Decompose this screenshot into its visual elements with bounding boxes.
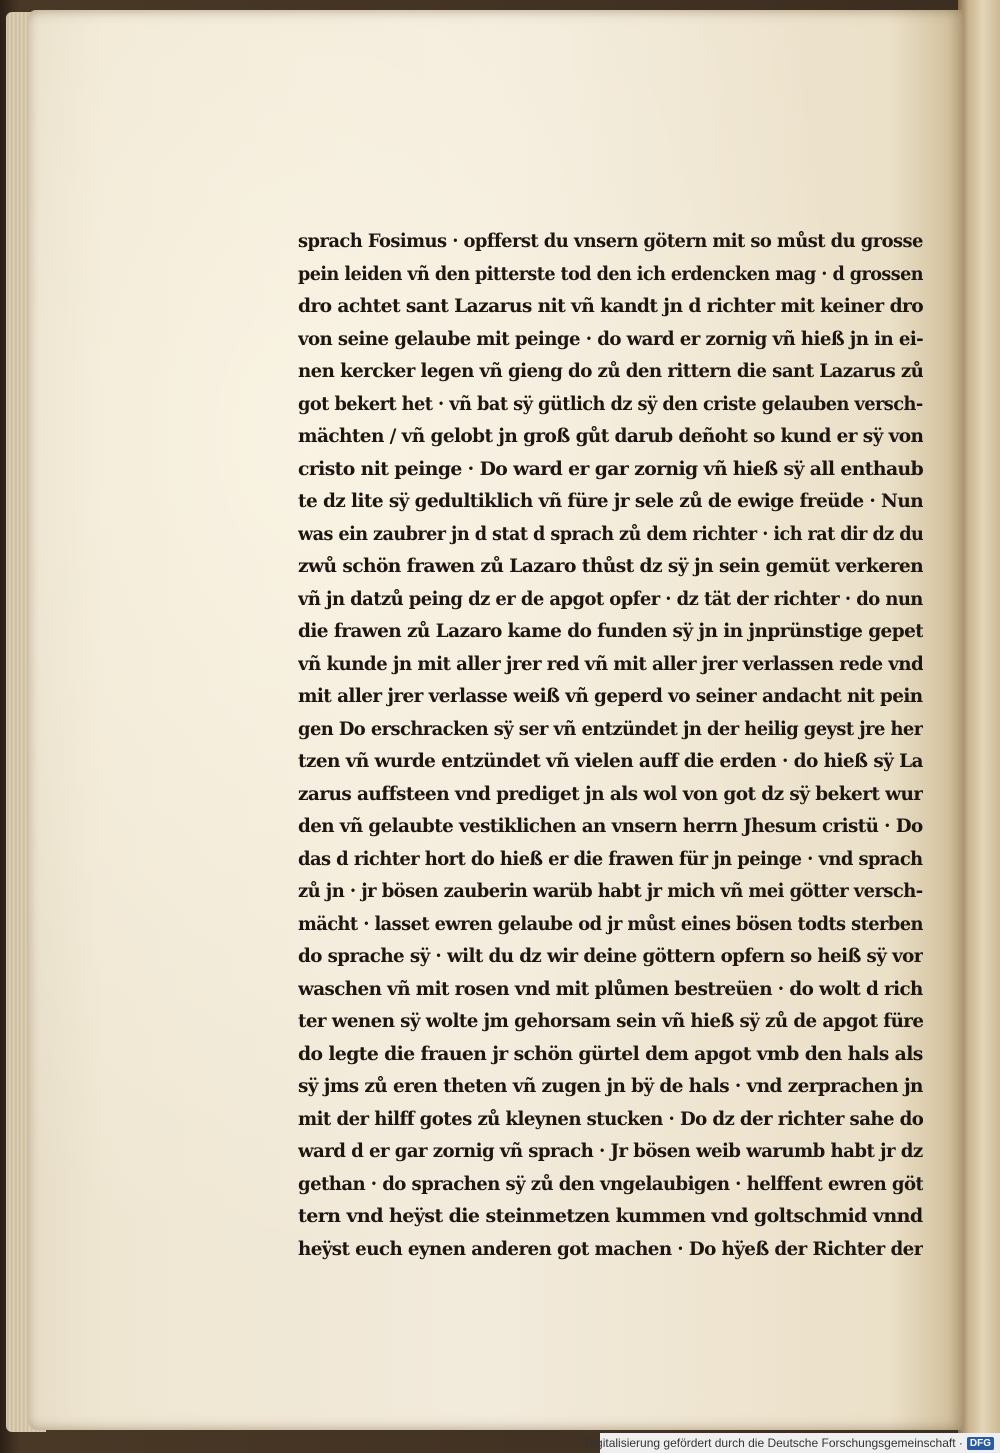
text-line: te dz lite sÿ gedultiklich vñ füre jr sele zů de ewige freüde · Nun: [298, 490, 923, 512]
text-line: ward d er gar zornig vñ sprach · Jr bösen weib warumb habt jr dz: [298, 1140, 923, 1162]
digitization-footer: [584, 1433, 1000, 1453]
text-line: mächten / vñ gelobt jn groß gůt darub deñoht so kund er sÿ von: [298, 425, 923, 447]
text-line: vñ kunde jn mit aller jrer red vñ mit aller jrer verlassen rede vnd: [298, 652, 923, 675]
text-line: mit aller jrer verlasse weiß vñ geperd vo seiner andacht nit pein: [298, 685, 923, 707]
text-line: sprach Fosimus · opfferst du vnsern götern mit so můst du grosse: [298, 230, 923, 252]
text-line: die frawen zů Lazaro kame do funden sÿ jn in jnprünstige gepet: [298, 620, 923, 642]
text-line: waschen vñ mit rosen vnd mit plůmen bestreüen · do wolt d rich: [298, 977, 923, 1000]
text-line: tzen vñ wurde entzündet vñ vielen auff die erden · do hieß sÿ La: [298, 750, 923, 772]
facing-page-edge: [958, 0, 1000, 1453]
text-line: cristo nit peinge · Do ward er gar zornig vñ hieß sÿ all enthaub: [298, 457, 923, 480]
book-page: [28, 10, 964, 1430]
text-line: von seine gelaube mit peinge · do ward er zornig vñ hieß jn in ei-: [298, 327, 923, 350]
text-line: got bekert het · vñ bat sÿ gütlich dz sÿ den criste gelauben versch-: [298, 392, 923, 415]
text-line: zů jn · jr bösen zauberin warüb habt jr mich vñ mei götter versch-: [298, 880, 923, 902]
text-line: gen Do erschracken sÿ ser vñ entzündet jn der heilig geyst jre her: [298, 717, 923, 740]
incunable-text-block: [298, 225, 923, 1265]
text-line: mächt · lasset ewren gelaube od jr můst eines bösen todts sterben: [298, 912, 923, 935]
text-line: das d richter hort do hieß er die frawen für jn peinge · vnd sprach: [298, 847, 923, 870]
text-line: do legte die frauen jr schön gürtel dem apgot vmb den hals als: [298, 1042, 923, 1065]
footer-text: Digitalisierung gefördert durch die Deutsche Forschungsgemeinschaft ·: [584, 1436, 963, 1450]
text-line: pein leiden vñ den pitterste tod den ich erdencken mag · d grossen: [298, 262, 923, 285]
text-line: mit der hilff gotes zů kleynen stucken · Do dz der richter sahe do: [298, 1107, 923, 1130]
text-line: vñ jn datzů peing dz er de apgot opfer · dz tät der richter · do nun: [298, 587, 923, 610]
text-line: ter wenen sÿ wolte jm gehorsam sein vñ hieß sÿ zů de apgot füre: [298, 1010, 923, 1032]
dfg-logo: DFG: [967, 1437, 994, 1450]
text-line: nen kercker legen vñ gieng do zů den rittern die sant Lazarus zů: [298, 360, 923, 382]
text-line: gethan · do sprachen sÿ zů den vngelaubigen · helffent ewren göt: [298, 1172, 923, 1195]
text-line: was ein zaubrer jn d stat d sprach zů dem richter · ich rat dir dz du: [298, 522, 923, 545]
text-line: heÿst euch eynen anderen got machen · Do hÿeß der Richter der: [298, 1237, 923, 1260]
text-line: dro achtet sant Lazarus nit vñ kandt jn d richter mit keiner dro: [298, 295, 923, 317]
text-line: do sprache sÿ · wilt du dz wir deine göttern opfern so heiß sÿ vor: [298, 945, 923, 967]
text-line: den vñ gelaubte vestiklichen an vnsern herrn Jhesum cristü · Do: [298, 815, 923, 837]
text-line: tern vnd heÿst die steinmetzen kummen vnd goltschmid vnnd: [298, 1205, 923, 1227]
text-line: zarus auffsteen vnd prediget jn als wol von got dz sÿ bekert wur: [298, 782, 923, 805]
text-line: zwů schön frawen zů Lazaro thůst dz sÿ jn sein gemüt verkeren: [298, 555, 923, 577]
text-line: sÿ jms zů eren theten vñ zugen jn bÿ de hals · vnd zerprachen jn: [298, 1075, 923, 1097]
